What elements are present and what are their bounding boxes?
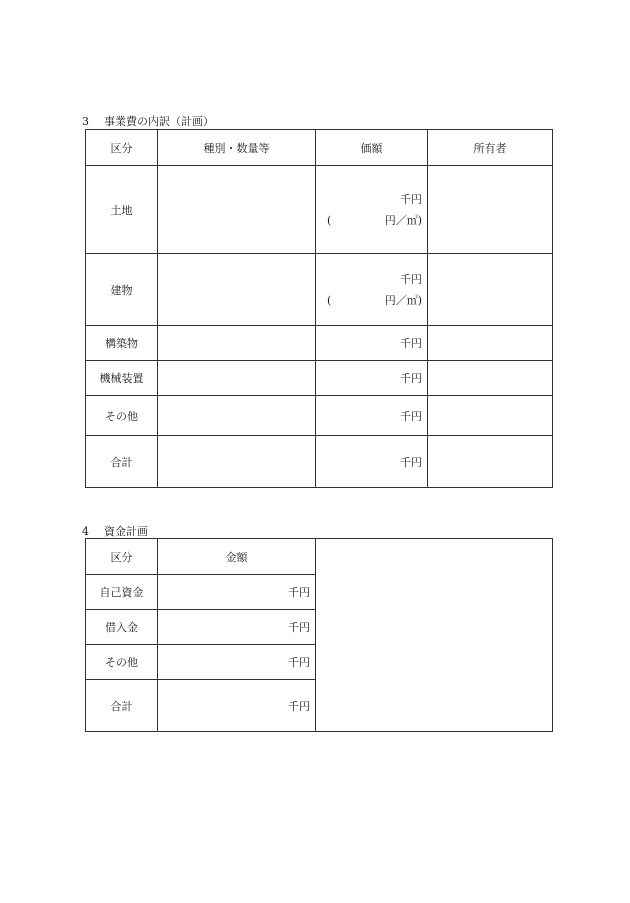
row-label-other: その他 <box>86 396 158 436</box>
type-cell-total[interactable] <box>158 436 316 488</box>
section4-heading <box>82 523 148 539</box>
funding-label-total: 合計 <box>86 680 158 732</box>
value-cell-building[interactable] <box>316 254 428 326</box>
funding-header-category: 区分 <box>86 539 158 575</box>
row-label-structures: 構築物 <box>86 326 158 361</box>
type-cell-structures[interactable] <box>158 326 316 361</box>
row-label-total: 合計 <box>86 436 158 488</box>
row-label-land: 土地 <box>86 166 158 254</box>
owner-cell-machinery[interactable] <box>428 361 553 396</box>
section4-title: 資金計画 <box>104 525 148 538</box>
paren-open-building: ( <box>327 293 332 307</box>
table-row-other <box>86 396 553 436</box>
paren-open-land: ( <box>327 213 332 227</box>
section4-number: 4 <box>82 525 89 538</box>
owner-cell-building[interactable] <box>428 254 553 326</box>
funding-header-amount: 金額 <box>158 539 316 575</box>
type-cell-machinery[interactable] <box>158 361 316 396</box>
funding-amount-loans[interactable]: 千円 <box>158 610 316 645</box>
table-header-row <box>86 130 553 166</box>
section3-title: 事業費の内訳（計画） <box>104 115 214 128</box>
funding-label-own-funds: 自己資金 <box>86 575 158 610</box>
header-category: 区分 <box>86 130 158 166</box>
amount-unit-land: 千円 <box>400 192 422 206</box>
table-row-total <box>86 436 553 488</box>
header-type-quantity: 種別・数量等 <box>158 130 316 166</box>
owner-cell-land[interactable] <box>428 166 553 254</box>
type-cell-building[interactable] <box>158 254 316 326</box>
funding-plan-table <box>85 538 553 732</box>
amount-unit-building: 千円 <box>400 272 422 286</box>
header-value: 価額 <box>316 130 428 166</box>
table-row-structures <box>86 326 553 361</box>
per-sqm-building <box>316 290 427 311</box>
funding-notes-area[interactable] <box>316 539 553 732</box>
section3-number: 3 <box>82 115 89 128</box>
value-cell-machinery[interactable]: 千円 <box>316 361 428 396</box>
owner-cell-total[interactable] <box>428 436 553 488</box>
funding-label-loans: 借入金 <box>86 610 158 645</box>
per-sqm-land <box>316 210 427 231</box>
per-sqm-text-building: 円／㎡) <box>384 293 422 307</box>
value-cell-land[interactable] <box>316 166 428 254</box>
funding-label-other: その他 <box>86 645 158 680</box>
table-row-building <box>86 254 553 326</box>
funding-header-row <box>86 539 553 575</box>
type-cell-other[interactable] <box>158 396 316 436</box>
owner-cell-structures[interactable] <box>428 326 553 361</box>
project-cost-table <box>85 129 553 488</box>
funding-amount-own-funds[interactable]: 千円 <box>158 575 316 610</box>
row-label-building: 建物 <box>86 254 158 326</box>
table-row-land <box>86 166 553 254</box>
per-sqm-text-land: 円／㎡) <box>384 213 422 227</box>
type-cell-land[interactable] <box>158 166 316 254</box>
header-owner: 所有者 <box>428 130 553 166</box>
owner-cell-other[interactable] <box>428 396 553 436</box>
value-cell-other[interactable]: 千円 <box>316 396 428 436</box>
value-cell-total[interactable]: 千円 <box>316 436 428 488</box>
section3-heading <box>82 113 214 129</box>
table-row-machinery <box>86 361 553 396</box>
funding-amount-total[interactable]: 千円 <box>158 680 316 732</box>
funding-amount-other[interactable]: 千円 <box>158 645 316 680</box>
value-cell-structures[interactable]: 千円 <box>316 326 428 361</box>
row-label-machinery: 機械装置 <box>86 361 158 396</box>
